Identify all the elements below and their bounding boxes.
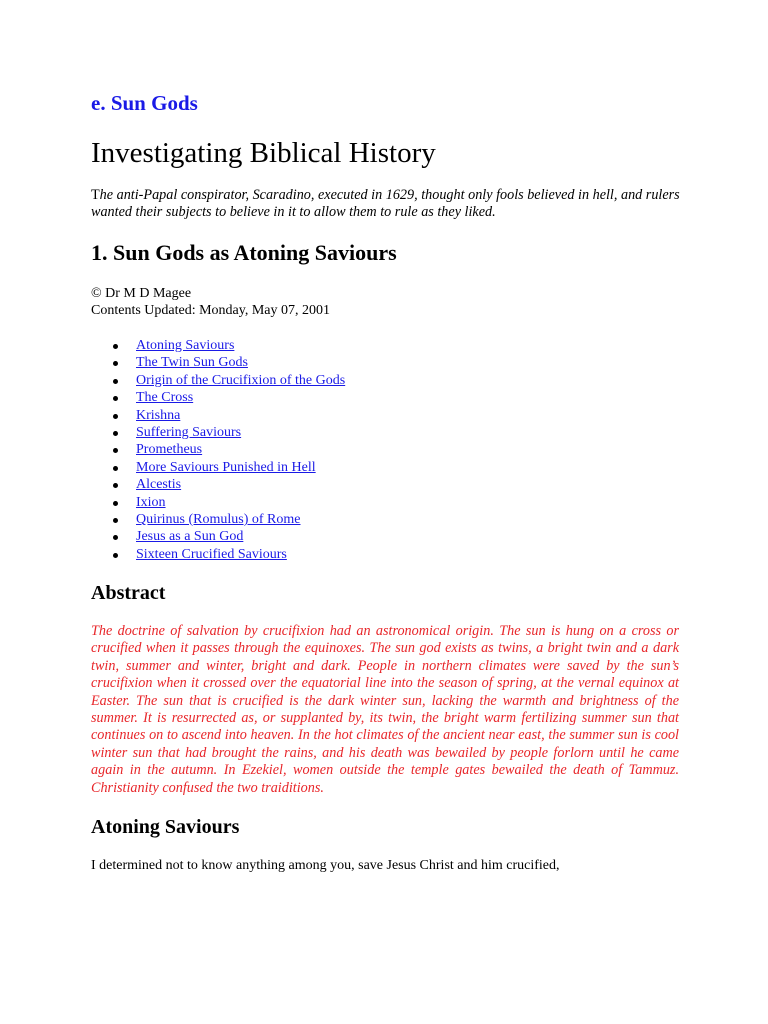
toc-item (91, 511, 345, 528)
toc-item (91, 337, 345, 354)
updated-line: Contents Updated: Monday, May 07, 2001 (91, 302, 331, 318)
table-of-contents (91, 337, 345, 563)
section-link-sun-gods[interactable]: e. Sun Gods (91, 91, 198, 115)
bullet-icon (113, 483, 118, 488)
bullet-icon (113, 448, 118, 453)
toc-item (91, 354, 345, 371)
quote-text: I determined not to know anything among you, save Jesus Christ and him crucified, (91, 858, 560, 873)
bullet-icon (113, 431, 118, 436)
toc-link[interactable]: Alcestis (136, 477, 182, 493)
toc-link[interactable]: Quirinus (Romulus) of Rome (136, 511, 301, 527)
toc-link[interactable]: Prometheus (136, 442, 203, 458)
toc-link[interactable]: Atoning Saviours (136, 338, 235, 353)
bullet-icon (113, 518, 118, 523)
bullet-icon (113, 501, 118, 506)
bullet-icon (113, 361, 118, 366)
toc-link[interactable]: Jesus as a Sun God (136, 529, 244, 545)
toc-item (91, 389, 345, 406)
toc-link[interactable]: Ixion (136, 494, 166, 510)
bullet-icon (113, 535, 118, 540)
toc-link[interactable]: Suffering Saviours (136, 424, 242, 440)
abstract-text: The doctrine of salvation by crucifixion had an astronomical origin. The sun is hung on a cross or crucified when it passes through the equinoxes. The sun god exists as twins, a bright twin and a dark twin, summer and winter, bright and dark. People in northern climates were saved by the sun’s crucifixion when it crossed over the equatorial line into the season of spring, at the vernal equinox at Easter. The sun that is crucified is the dark winter sun, lacking the warmth and brightness of the summer. It is resurrected as, or supplanted by, its twin, the bright warm fertilizing summer sun that continues on to ascend into heaven. In the hot climates of the ancient near east, the summer sun is cool winter sun that had brought the rains, and his death was bewailed by people forlorn until he came again in the autumn. In Ezekiel, women outside the temple gates bewailed the death of Tammuz. Christianity confused the two traiditions. (91, 623, 679, 796)
toc-item (91, 546, 345, 563)
intro-dropcap: T (91, 187, 100, 203)
toc-link[interactable]: Sixteen Crucified Saviours (136, 546, 287, 562)
toc-item (91, 407, 345, 424)
toc-link[interactable]: The Cross (136, 390, 194, 406)
toc-item (91, 476, 345, 493)
toc-link[interactable]: The Twin Sun Gods (136, 355, 248, 371)
toc-item (91, 494, 345, 511)
toc-link[interactable]: Krishna (136, 407, 181, 423)
toc-item (91, 441, 345, 458)
intro-text: he anti-Papal conspirator, Scaradino, executed in 1629, thought only fools believed in hell, and rulers wanted their subjects to believe in it to allow them to rule as they liked. (91, 187, 680, 220)
copyright-line: © Dr M D Magee (91, 286, 192, 301)
page-title: Investigating Biblical History (91, 137, 436, 169)
intro-paragraph (91, 187, 681, 221)
bullet-icon (113, 466, 118, 471)
atoning-saviours-heading: Atoning Saviours (91, 816, 240, 838)
toc-item (91, 372, 345, 389)
toc-item (91, 424, 345, 441)
bullet-icon (113, 379, 118, 384)
toc-item (91, 459, 345, 476)
bullet-icon (113, 414, 118, 419)
toc-link[interactable]: Origin of the Crucifixion of the Gods (136, 372, 346, 388)
document-meta (91, 286, 330, 319)
bullet-icon (113, 553, 118, 558)
section-heading: 1. Sun Gods as Atoning Saviours (91, 240, 397, 265)
toc-link[interactable]: More Saviours Punished in Hell (136, 459, 316, 475)
abstract-heading: Abstract (91, 582, 166, 604)
bullet-icon (113, 396, 118, 401)
bullet-icon (113, 344, 118, 349)
toc-item (91, 528, 345, 545)
